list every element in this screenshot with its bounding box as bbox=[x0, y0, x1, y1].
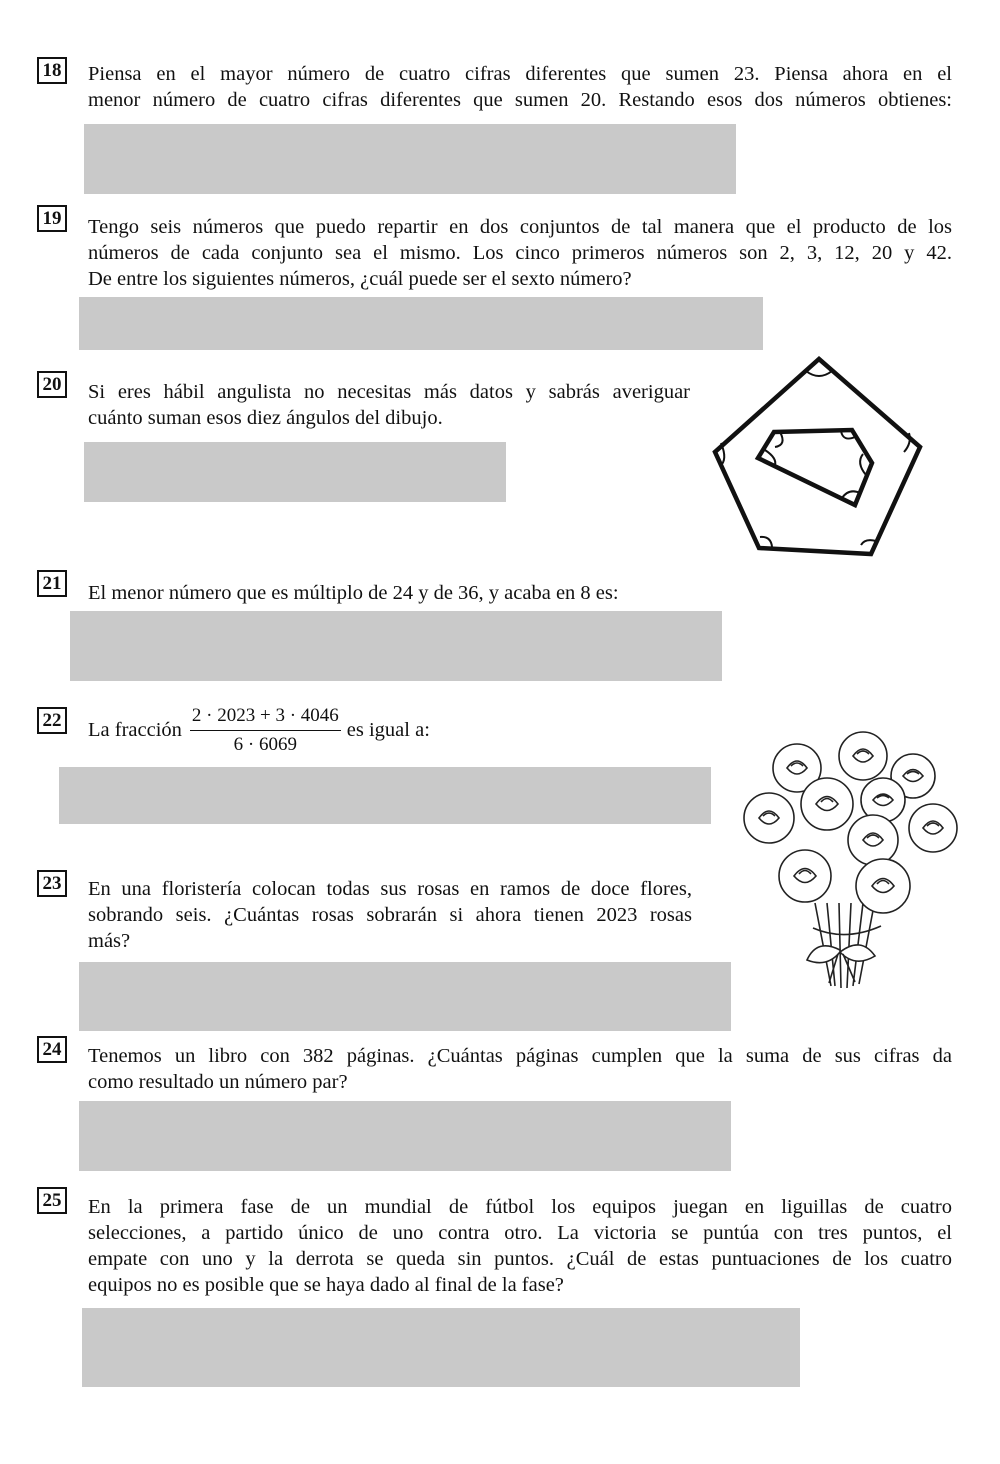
problem-number-21: 21 bbox=[37, 570, 67, 597]
problem-25-line-4: equipos no es posible que se haya dado al final de la fase? bbox=[88, 1274, 564, 1296]
rose-bouquet-icon bbox=[735, 728, 970, 998]
problem-21-line-1: El menor número que es múltiplo de 24 y de 36, y acaba en 8 es: bbox=[88, 582, 619, 604]
fraction-numerator: 2 · 2023 + 3 · 4046 bbox=[190, 705, 341, 731]
problem-25-line-2: selecciones, a partido único de uno contra otro. La victoria se puntúa con tres puntos, el bbox=[88, 1222, 952, 1244]
problem-23-line-1: En una floristería colocan todas sus rosas en ramos de doce flores, bbox=[88, 878, 692, 900]
problem-24-line-1: Tenemos un libro con 382 páginas. ¿Cuántas páginas cumplen que la suma de sus cifras da bbox=[88, 1045, 952, 1067]
problem-number-24: 24 bbox=[37, 1036, 67, 1063]
problem-19-line-2: números de cada conjunto sea el mismo. Los cinco primeros números son 2, 3, 12, 20 y 42. bbox=[88, 242, 952, 264]
answer-box-21 bbox=[70, 611, 722, 681]
problem-18-line-1: Piensa en el mayor número de cuatro cifras diferentes que sumen 23. Piensa ahora en el bbox=[88, 63, 952, 85]
rose bbox=[839, 732, 887, 780]
problem-number-23: 23 bbox=[37, 870, 67, 897]
problem-number-25: 25 bbox=[37, 1187, 67, 1214]
problem-number-18: 18 bbox=[37, 57, 67, 84]
answer-box-18 bbox=[84, 124, 736, 194]
problem-number-20: 20 bbox=[37, 371, 67, 398]
rose bbox=[848, 815, 898, 865]
problem-18-line-2: menor número de cuatro cifras diferentes que sumen 20. Restando esos dos números obtienes: bbox=[88, 89, 952, 111]
answer-box-24 bbox=[79, 1101, 731, 1171]
answer-box-22 bbox=[59, 767, 711, 824]
problem-22-text bbox=[88, 705, 688, 756]
problem-number-22: 22 bbox=[37, 707, 67, 734]
fraction-denominator: 6 · 6069 bbox=[233, 734, 297, 755]
rose bbox=[909, 804, 957, 852]
fraction bbox=[190, 705, 341, 756]
problem-number-19: 19 bbox=[37, 205, 67, 232]
pentagon-hexagon-angles-icon bbox=[700, 350, 960, 560]
answer-box-19 bbox=[79, 297, 763, 350]
problem-20-line-1: Si eres hábil angulista no necesitas más datos y sabrás averiguar bbox=[88, 381, 690, 403]
answer-box-23 bbox=[79, 962, 731, 1031]
rose bbox=[856, 859, 910, 913]
rose bbox=[801, 778, 853, 830]
problem-23-line-2: sobrando seis. ¿Cuántas rosas sobrarán si ahora tienen 2023 rosas bbox=[88, 904, 692, 926]
problem-22-suffix: es igual a: bbox=[346, 719, 430, 741]
problem-22-prefix: La fracción bbox=[88, 719, 182, 741]
problem-23-line-3: más? bbox=[88, 930, 131, 952]
problem-24-line-2: como resultado un número par? bbox=[88, 1071, 348, 1093]
rose bbox=[779, 850, 831, 902]
answer-box-20 bbox=[84, 442, 506, 502]
problem-20-line-2: cuánto suman esos diez ángulos del dibujo. bbox=[88, 407, 443, 429]
problem-25-line-1: En la primera fase de un mundial de fútbol los equipos juegan en liguillas de cuatro bbox=[88, 1196, 952, 1218]
problem-19-line-1: Tengo seis números que puedo repartir en dos conjuntos de tal manera que el producto de los bbox=[88, 216, 952, 238]
problem-25-line-3: empate con uno y la derrota se queda sin puntos. ¿Cuál de estas puntuaciones de los cuatro bbox=[88, 1248, 952, 1270]
answer-box-25 bbox=[82, 1308, 800, 1387]
rose bbox=[744, 793, 794, 843]
problem-19-line-3: De entre los siguientes números, ¿cuál puede ser el sexto número? bbox=[88, 268, 632, 290]
